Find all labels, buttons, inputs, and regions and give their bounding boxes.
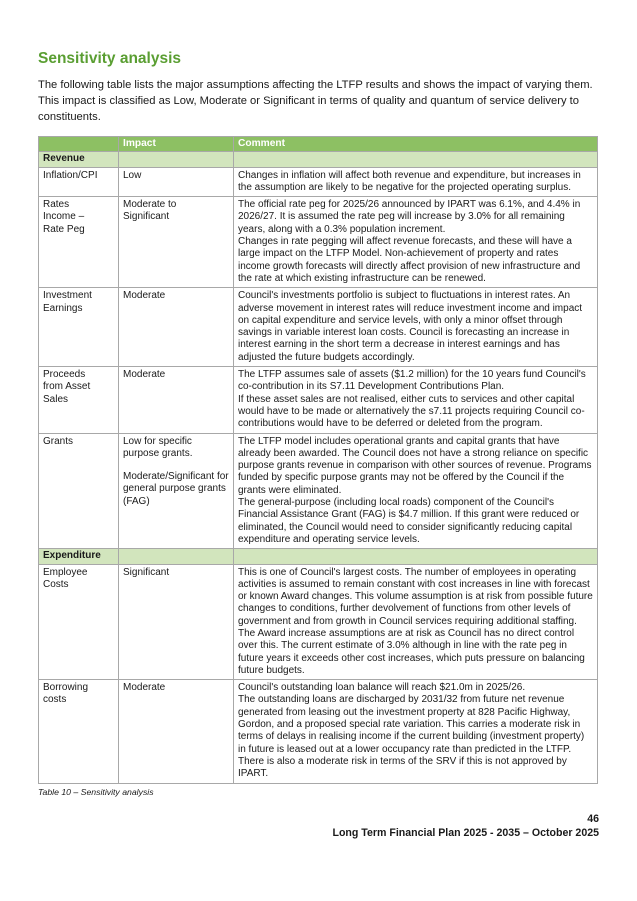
row-comment: The LTFP model includes operational grants and capital grants that have already been awarded. The Council does not have a strong reliance on specific purpose grants revenue in comparison with other sources of revenue. Programs funded by specific purpose grants may not be offered by the Council if the grants were eliminated. The general-purpose (including local roads) component of the Council's Financial Assistance Grant (FAG) is $4.7 million. If this grant were reduced or eliminated, the Council would need to consider significantly reducing capital expenditure and operating service levels. [234, 433, 598, 549]
table-row [39, 167, 598, 197]
table-row [39, 197, 598, 288]
row-comment: Changes in inflation will affect both revenue and expenditure, but increases in the assumption are likely to be negative for the projected operating surplus. [234, 167, 598, 197]
row-impact: Low [119, 167, 234, 197]
header-item [39, 137, 119, 152]
header-impact: Impact [119, 137, 234, 152]
row-item: Employee Costs [39, 564, 119, 680]
row-comment: This is one of Council's largest costs. The number of employees in operating activities is assumed to remain constant with cost increases in line with forecast or known Award changes. This volume assumption is at risk from possible future changes to conditions, further devolvement of functions from other levels of government and from growth in Council services requiring additional staffing. The Award increase assumptions are at risk as Council has no direct control over this. The current estimate of 3.0% although in line with the rate peg in future years it exceeds other cost increases, which puts pressure on balancing future budgets. [234, 564, 598, 680]
table-row [39, 367, 598, 433]
section-row-revenue [39, 152, 598, 167]
intro-paragraph: The following table lists the major assumptions affecting the LTFP results and shows the impact of varying them. This impact is classified as Low, Moderate or Significant in terms of quality and quantum of service delivery to constituents. [38, 79, 593, 123]
row-impact: Significant [119, 564, 234, 680]
row-item: Borrowing costs [39, 680, 119, 783]
row-item: Proceeds from Asset Sales [39, 367, 119, 433]
row-impact: Moderate [119, 680, 234, 783]
table-caption: Table 10 – Sensitivity analysis [38, 786, 154, 797]
table-row [39, 680, 598, 783]
row-comment: Council's investments portfolio is subject to fluctuations in interest rates. An adverse movement in interest rates will reduce investment income and impact on capital expenditure and service levels, with only a minor offset through savings in variable interest loan costs. Council is forecasting an increase in interest earning in the short term a decrease in interest earnings and has adjusted the future budgets accordingly. [234, 288, 598, 367]
row-impact: Moderate [119, 367, 234, 433]
page-footer [332, 812, 599, 840]
row-impact: Moderate to Significant [119, 197, 234, 288]
table-row [39, 564, 598, 680]
table-row [39, 433, 598, 549]
document-title: Long Term Financial Plan 2025 - 2035 – October 2025 [332, 827, 599, 839]
page-number: 46 [587, 813, 599, 825]
page-heading: Sensitivity analysis [38, 50, 182, 67]
page-content [38, 50, 598, 797]
row-impact: Low for specific purpose grants. Moderate/Significant for general purpose grants (FAG) [119, 433, 234, 549]
table-row [39, 288, 598, 367]
header-comment: Comment [234, 137, 598, 152]
row-item: Grants [39, 433, 119, 549]
row-comment: The LTFP assumes sale of assets ($1.2 million) for the 10 years fund Council's co-contribution in its S7.11 Development Contributions Plan. If these asset sales are not realised, either cuts to services and other capital would have to be made or alternatively the s7.11 projects requiring Council co-contributions would have to be deferred or deleted from the program. [234, 367, 598, 433]
sensitivity-table [38, 136, 598, 784]
table-header-row [39, 137, 598, 152]
row-item: Inflation/CPI [39, 167, 119, 197]
section-label: Revenue [39, 152, 119, 167]
row-impact: Moderate [119, 288, 234, 367]
section-label: Expenditure [39, 549, 119, 564]
row-comment: Council's outstanding loan balance will reach $21.0m in 2025/26. The outstanding loans are discharged by 2031/32 from future net revenue generated from leasing out the investment property at 828 Pacific Highway, Gordon, and a proposed special rate variation. This carries a moderate risk in terms of delays in realising income if the current building (investment property) in future is leased out at a lower occupancy rate than predicted in the LTFP. There is also a moderate risk in terms of the SRV if this is not approved by IPART. [234, 680, 598, 783]
row-comment: The official rate peg for 2025/26 announced by IPART was 6.1%, and 4.4% in 2026/27. It is assumed the rate peg will increase by 3.0% for all remaining years, along with a 0.3% population increment. Changes in rate pegging will affect revenue forecasts, and these will have a large impact on the LTFP Model. Non-achievement of property and rates income growth forecasts will directly affect provision of new infrastructure and the rate at which existing infrastructure can be renewed. [234, 197, 598, 288]
row-item: Investment Earnings [39, 288, 119, 367]
row-item: Rates Income – Rate Peg [39, 197, 119, 288]
section-row-expenditure [39, 549, 598, 564]
